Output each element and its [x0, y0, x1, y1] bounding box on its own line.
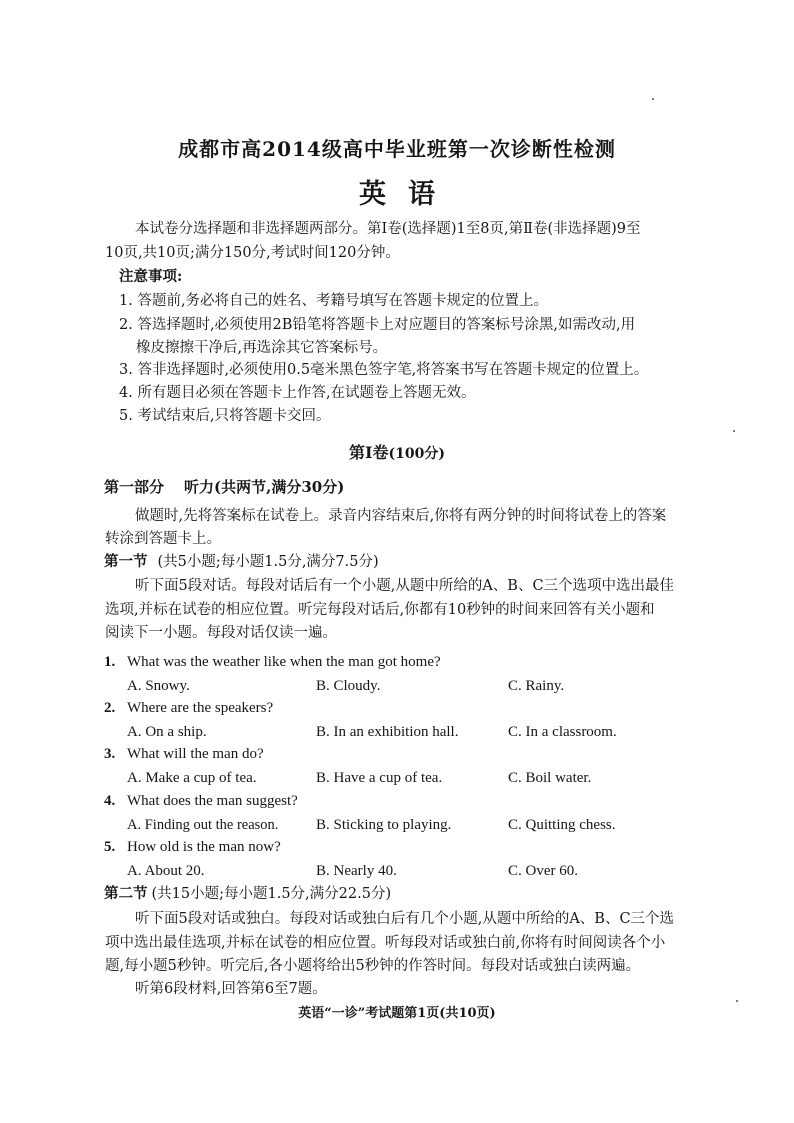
section2-heading	[104, 884, 391, 904]
option-c: C. Over 60.	[508, 863, 578, 879]
option-c: C. In a classroom.	[508, 724, 617, 740]
part1-label: 第一部分	[104, 478, 165, 496]
option-b: B. Have a cup of tea.	[316, 770, 443, 786]
part1-instruction: 做题时,先将答案标在试卷上。录音内容结束后,你将有两分钟的时间将试卷上的答案	[135, 508, 667, 524]
option-c: C. Quitting chess.	[508, 817, 616, 833]
note-item: 1. 答题前,务必将自己的姓名、考籍号填写在答题卡规定的位置上。	[119, 293, 549, 309]
question-text: What will the man do?	[127, 746, 264, 762]
question-number: 2.	[104, 700, 116, 716]
note-item: 4. 所有题目必须在答题卡上作答,在试题卷上答题无效。	[119, 385, 476, 401]
intro-line-2: 10页,共10页;满分150分,考试时间120分钟。	[105, 245, 400, 261]
scan-speck	[733, 430, 735, 432]
section2-desc: (共15小题;每小题1.5分,满分22.5分)	[151, 886, 392, 902]
note-item: 3. 答非选择题时,必须使用0.5毫米黑色签字笔,将答案书写在答题卡规定的位置上。	[119, 362, 649, 378]
option-a: A. Finding out the reason.	[127, 817, 279, 833]
option-c: C. Boil water.	[508, 770, 592, 786]
option-a: A. Snowy.	[127, 678, 190, 694]
option-b: B. Nearly 40.	[316, 863, 397, 879]
option-b: B. Cloudy.	[316, 678, 381, 694]
question-number: 5.	[104, 839, 116, 855]
subject-title: 英语	[359, 179, 457, 210]
question-text: What does the man suggest?	[127, 793, 298, 809]
volume-score: (100分)	[388, 446, 445, 462]
intro-line-1: 本试卷分选择题和非选择题两部分。第Ⅰ卷(选择题)1至8页,第Ⅱ卷(非选择题)9至	[135, 221, 641, 237]
question-text: How old is the man now?	[127, 839, 281, 855]
section1-desc: (共5小题;每小题1.5分,满分7.5分)	[157, 554, 379, 570]
section1-label: 第一节	[104, 553, 148, 570]
section1-instruction: 听下面5段对话。每段对话后有一个小题,从题中所给的A、B、C三个选项中选出最佳	[135, 578, 675, 594]
volume-heading	[0, 440, 794, 463]
option-a: A. Make a cup of tea.	[127, 770, 257, 786]
exam-title: 成都市高2014级高中毕业班第一次诊断性检测	[178, 137, 616, 161]
option-a: A. On a ship.	[127, 724, 207, 740]
page-footer: 英语“一诊”考试题第1页(共10页)	[298, 1006, 496, 1021]
part1-desc: (共两节,满分30分)	[214, 478, 345, 496]
section2-material: 听第6段材料,回答第6至7题。	[135, 981, 327, 997]
section1-instruction: 选项,并标在试卷的相应位置。听完每段对话后,你都有10秒钟的时间来回答有关小题和	[105, 602, 655, 618]
scan-speck	[652, 98, 654, 100]
section2-instruction: 项中选出最佳选项,并标在试卷的相应位置。听每段对话或独白前,你将有时间阅读各个小	[105, 935, 666, 951]
part1-name: 听力	[184, 478, 215, 496]
question-number: 1.	[104, 654, 116, 670]
question-number: 4.	[104, 793, 116, 809]
option-a: A. About 20.	[127, 863, 205, 879]
section1-heading	[104, 552, 379, 572]
note-item: 2. 答选择题时,必须使用2B铅笔将答题卡上对应题目的答案标号涂黑,如需改动,用	[119, 317, 636, 333]
question-text: What was the weather like when the man got home?	[127, 654, 441, 670]
volume-title: 第Ⅰ卷	[349, 443, 389, 462]
option-c: C. Rainy.	[508, 678, 565, 694]
note-item: 橡皮擦擦干净后,再选涂其它答案标号。	[136, 340, 388, 356]
question-number: 3.	[104, 746, 116, 762]
notes-title: 注意事项:	[119, 268, 183, 285]
note-item: 5. 考试结束后,只将答题卡交回。	[119, 408, 331, 424]
question-text: Where are the speakers?	[127, 700, 274, 716]
section2-label: 第二节	[104, 885, 148, 902]
option-b: B. Sticking to playing.	[316, 817, 452, 833]
part1-heading	[104, 476, 344, 497]
section1-instruction: 阅读下一小题。每段对话仅读一遍。	[105, 625, 337, 641]
section2-instruction: 题,每小题5秒钟。听完后,各小题将给出5秒钟的作答时间。每段对话或独白读两遍。	[105, 958, 641, 974]
section2-instruction: 听下面5段对话或独白。每段对话或独白后有几个小题,从题中所给的A、B、C三个选	[135, 911, 675, 927]
part1-instruction: 转涂到答题卡上。	[105, 531, 221, 547]
option-b: B. In an exhibition hall.	[316, 724, 459, 740]
